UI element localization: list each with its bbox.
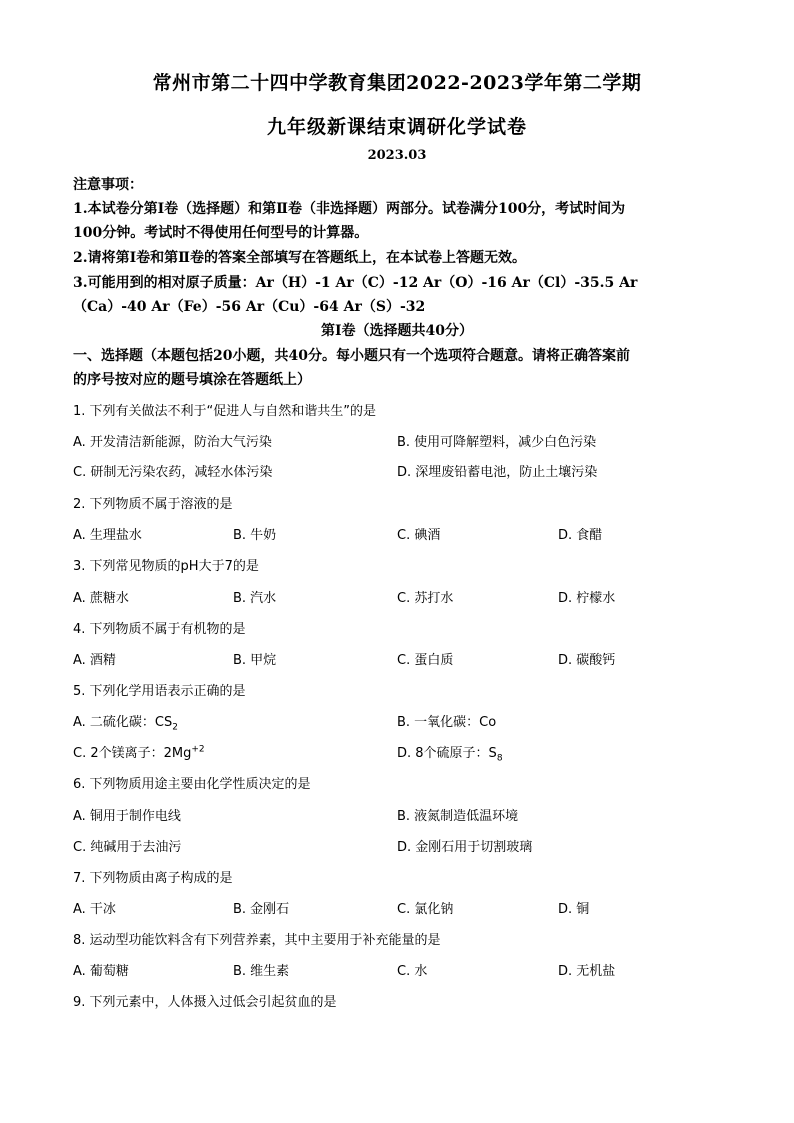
option: C. 蛋白质 [397, 653, 454, 668]
notes-line-1b: 100分钟。考试时不得使用任何型号的计算器。 [73, 225, 369, 241]
option: B. 甲烷 [233, 653, 277, 668]
exam-subtitle: 九年级新课结束调研化学试卷 [266, 116, 527, 138]
option [397, 742, 503, 764]
section-title: 第Ⅰ卷（选择题共40分） [320, 323, 474, 339]
section-instruction-2: 的序号按对应的题号填涂在答题纸上） [73, 372, 311, 388]
option: D. 无机盐 [558, 964, 616, 979]
option: B. 牛奶 [233, 528, 277, 543]
option: D. 深埋废铅蓄电池，防止土壤污染 [397, 465, 598, 480]
option [73, 711, 178, 733]
option: A. 铜用于制作电线 [73, 809, 181, 824]
section-instruction-1: 一、选择题（本题包括20小题，共40分。每小题只有一个选项符合题意。请将正确答案前 [73, 348, 630, 364]
option: D. 碳酸钙 [558, 653, 616, 668]
option: B. 使用可降解塑料，减少白色污染 [397, 435, 597, 450]
question-stem: 1. 下列有关做法不利于“促进人与自然和谐共生”的是 [73, 404, 377, 419]
option: A. 酒精 [73, 653, 116, 668]
option: D. 金刚石用于切割玻璃 [397, 840, 533, 855]
option: B. 汽水 [233, 591, 277, 606]
question-stem: 5. 下列化学用语表示正确的是 [73, 684, 246, 699]
superscript: +2 [191, 744, 205, 755]
notes-line-2: 2.请将第Ⅰ卷和第Ⅱ卷的答案全部填写在答题纸上，在本试卷上答题无效。 [73, 250, 526, 266]
option: D. 柠檬水 [558, 591, 616, 606]
question-stem: 3. 下列常见物质的pH大于7的是 [73, 559, 259, 574]
notes-line-1: 1.本试卷分第Ⅰ卷（选择题）和第Ⅱ卷（非选择题）两部分。试卷满分100分，考试时间为 [73, 201, 626, 217]
option: A. 蔗糖水 [73, 591, 129, 606]
question-stem: 2. 下列物质不属于溶液的是 [73, 497, 233, 512]
notes-line-3: 3.可能用到的相对原子质量：Ar（H）-1 Ar（C）-12 Ar（O）-16 Ar（Cl）-35.5 Ar [73, 275, 638, 291]
exam-title: 常州市第二十四中学教育集团2022-2023学年第二学期 [152, 72, 642, 94]
option: B. 液氮制造低温环境 [397, 809, 519, 824]
option: C. 纯碱用于去油污 [73, 840, 182, 855]
option: D. 食醋 [558, 528, 603, 543]
option: C. 苏打水 [397, 591, 454, 606]
exam-date: 2023.03 [367, 148, 427, 163]
option: D. 铜 [558, 902, 590, 917]
option: A. 葡萄糖 [73, 964, 129, 979]
subscript: 8 [496, 753, 503, 764]
option: A. 开发清洁新能源，防治大气污染 [73, 435, 272, 450]
option [73, 742, 205, 761]
notes-heading: 注意事项： [73, 177, 143, 193]
option: B. 金刚石 [233, 902, 290, 917]
option-text: D. 8个硫原子：S [397, 746, 497, 761]
option: A. 生理盐水 [73, 528, 142, 543]
question-stem: 7. 下列物质由离子构成的是 [73, 871, 233, 886]
option: C. 氯化钠 [397, 902, 454, 917]
option: C. 水 [397, 964, 428, 979]
question-stem: 4. 下列物质不属于有机物的是 [73, 622, 246, 637]
question-stem: 6. 下列物质用途主要由化学性质决定的是 [73, 777, 311, 792]
notes-line-3b: （Ca）-40 Ar（Fe）-56 Ar（Cu）-64 Ar（S）-32 [73, 299, 426, 315]
option: C. 碘酒 [397, 528, 441, 543]
option: B. 维生素 [233, 964, 290, 979]
option: B. 一氧化碳：Co [397, 715, 497, 730]
subscript: 2 [172, 722, 178, 733]
option-text: A. 二硫化碳：CS [73, 715, 173, 730]
option: A. 干冰 [73, 902, 116, 917]
question-stem: 9. 下列元素中，人体摄入过低会引起贫血的是 [73, 995, 337, 1010]
question-stem: 8. 运动型功能饮料含有下列营养素，其中主要用于补充能量的是 [73, 933, 441, 948]
option: C. 研制无污染农药，减轻水体污染 [73, 465, 273, 480]
option-text: C. 2个镁离子：2Mg [73, 746, 192, 761]
